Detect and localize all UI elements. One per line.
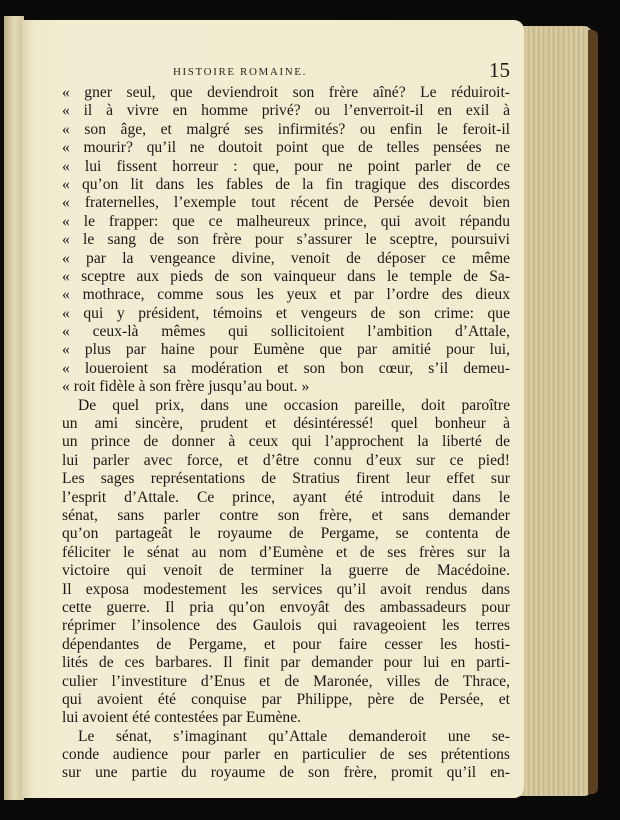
text-line: « par la vengeance divine, venoit de déposer ce même [62, 249, 510, 267]
text-line: sur une partie du royaume de son frère, promit qu’il en- [62, 764, 510, 782]
body-text [62, 84, 510, 783]
text-line: lui avoient été contestées par Eumène. [62, 709, 302, 727]
text-line: « lui fissent horreur : que, pour ne point parler de ce [62, 157, 510, 175]
text-line: féliciter le sénat au nom d’Eumène et de ses frères sur la [62, 543, 510, 561]
book-cover-edge [588, 30, 598, 794]
text-line: « qu’on lit dans les fables de la fin tragique des discordes [62, 175, 510, 193]
text-line: lités de ces barbares. Il finit par demander pour lui en parti- [62, 654, 510, 672]
text-line: lui parler avec force, et d’être connu d’eux sur ce pied! [62, 451, 510, 469]
text-line: Le sénat, s’imaginant qu’Attale demanderoit une se- [78, 727, 510, 745]
text-line: « qui y président, témoins et vengeurs de son crime: que [62, 304, 510, 322]
text-line: « gner seul, que deviendroit son frère aîné? Le réduiroit- [62, 84, 510, 101]
text-line: « mothrace, comme sous les yeux et par l’ordre des dieux [62, 286, 510, 304]
text-line: dépendantes de Pergame, et pour faire cesser les hosti- [62, 635, 510, 653]
text-line: qu’on partageât le royaume de Pergame, se contenta de [62, 525, 510, 543]
text-line: « ceux-là mêmes qui sollicitoient l’ambition d’Attale, [62, 323, 510, 341]
text-line: victoire qui venoit de terminer la guerre de Macédoine. [62, 562, 510, 580]
running-title: HISTOIRE ROMAINE. [173, 66, 307, 78]
page-number: 15 [489, 58, 510, 82]
text-line: « loueroient sa modération et son bon cœur, s’il demeu- [62, 359, 510, 377]
text-line: « le frapper: que ce malheureux prince, qui avoit répandu [62, 212, 510, 230]
text-line: « fraternelles, l’exemple tout récent de Persée devoit bien [62, 194, 510, 212]
text-line: « plus par haine pour Eumène que par amitié pour lui, [62, 341, 510, 359]
text-line: « son âge, et malgré ses infirmités? ou enfin le feroit-il [62, 120, 510, 138]
text-line: « roit fidèle à son frère jusqu’au bout. » [62, 378, 310, 396]
text-line: l’esprit d’Attale. Ce prince, ayant été introduit dans le [62, 488, 510, 506]
text-line: « mourir? qu’il ne doutoit point que de telles pensées ne [62, 139, 510, 157]
text-line: conde audience pour parler en particulier de ses prétentions [62, 746, 510, 764]
text-line: qui avoient été conquise par Philippe, père de Persée, et [62, 690, 510, 708]
text-line: un prince de donner à ceux qui l’approchent la liberté de [62, 433, 510, 451]
text-line: « il à vivre en homme privé? ou l’enverroit-il en exil à [62, 102, 510, 120]
page-header [60, 60, 510, 84]
text-line: De quel prix, dans une occasion pareille, doit paroître [78, 396, 510, 414]
text-line: Il exposa modestement les services qu’il avoit rendus dans [62, 580, 510, 598]
text-line: un ami sincère, prudent et désintéressé! quel bonheur à [62, 415, 510, 433]
facing-page-edge [4, 16, 24, 800]
text-line: sénat, sans parler contre son frère, et sans demander [62, 506, 510, 524]
text-line: « sceptre aux pieds de son vainqueur dans le temple de Sa- [62, 267, 510, 285]
page-stack-edge [520, 26, 592, 796]
text-line: cette guerre. Il pria qu’on envoyât des ambassadeurs pour [62, 598, 510, 616]
text-line: culier l’investiture d’Enus et de Maronée, villes de Thrace, [62, 672, 510, 690]
text-line: « le sang de son frère pour s’assurer le sceptre, poursuivi [62, 231, 510, 249]
text-line: réprimer l’insolence des Gaulois qui ravageoient les terres [62, 617, 510, 635]
text-line: Les sages représentations de Stratius firent leur effet sur [62, 470, 510, 488]
